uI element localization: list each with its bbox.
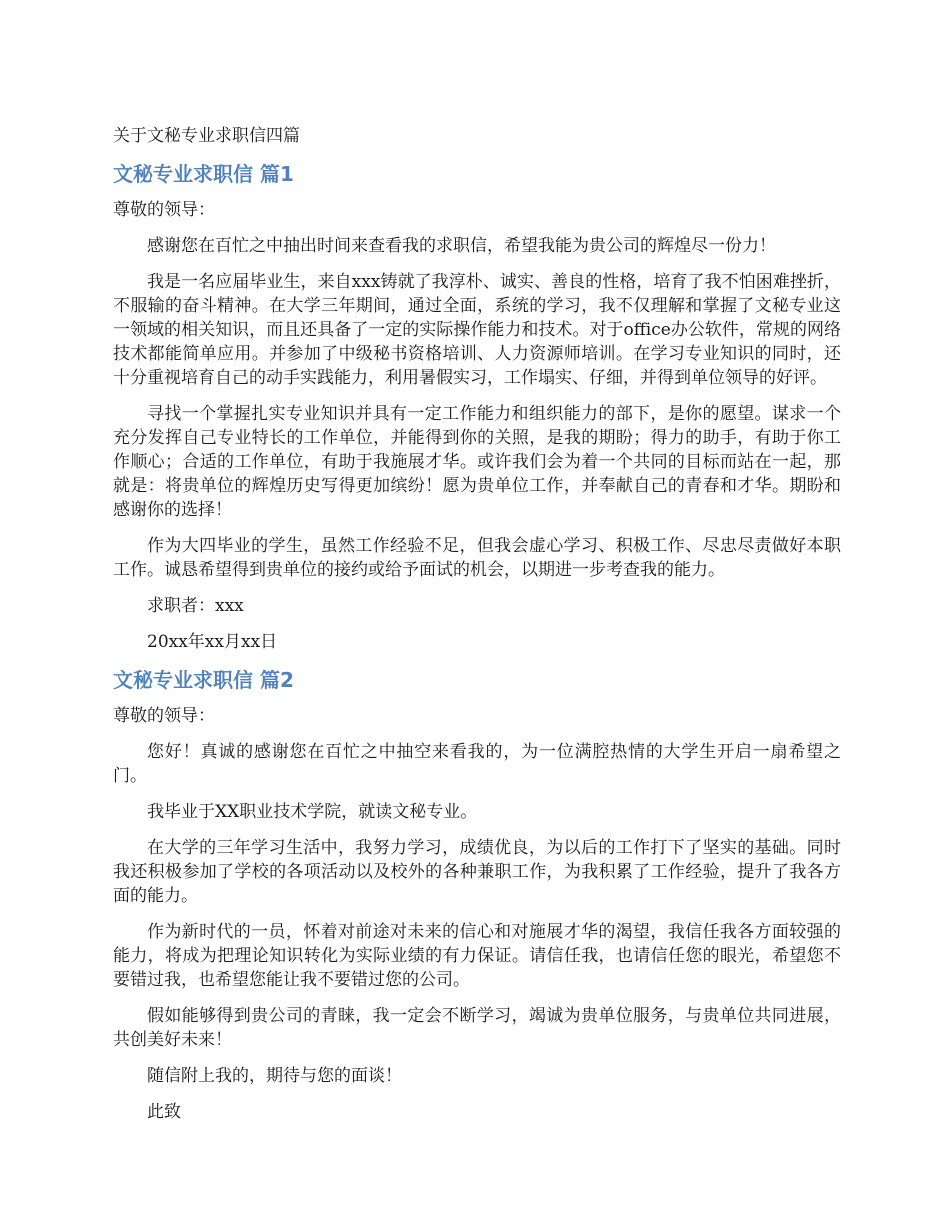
document-body (113, 124, 841, 1136)
document-title: 关于文秘专业求职信四篇 (113, 126, 300, 146)
paragraph: 寻找一个掌握扎实专业知识并具有一定工作能力和组织能力的部下，是你的愿望。谋求一个充分发挥自己专业特长的工作单位，并能得到你的关照，是我的期盼；得力的助手，有助于你工作顺心；合适的工作单位，有助于我施展才华。或许我们会为着一个共同的目标而站在一起，那就是：将贵单位的辉煌历史写得更加缤纷！愿为贵单位工作，并奉献自己的青春和才华。期盼和感谢你的选择！ (113, 404, 841, 520)
paragraph: 假如能够得到贵公司的青睐，我一定会不断学习，竭诚为贵单位服务，与贵单位共同进展，共创美好未来！ (113, 1006, 841, 1050)
signature: 求职者：xxx (147, 596, 244, 616)
closing: 此致 (147, 1102, 181, 1122)
salutation: 尊敬的领导： (113, 200, 215, 220)
paragraph: 您好！真诚的感谢您在百忙之中抽空来看我的，为一位满腔热情的大学生开启一扇希望之门。 (113, 742, 841, 786)
salutation: 尊敬的领导： (113, 706, 215, 726)
section-heading: 文秘专业求职信 篇1 (113, 162, 294, 186)
paragraph: 随信附上我的，期待与您的面谈！ (147, 1066, 402, 1086)
paragraph: 在大学的三年学习生活中，我努力学习，成绩优良，为以后的工作打下了坚实的基础。同时我还积极参加了学校的各项活动以及校外的各种兼职工作，为我积累了工作经验，提升了我各方面的能力。 (113, 838, 841, 906)
paragraph: 感谢您在百忙之中抽出时间来查看我的求职信，希望我能为贵公司的辉煌尽一份力！ (147, 236, 776, 256)
section-heading: 文秘专业求职信 篇2 (113, 668, 294, 692)
paragraph: 我是一名应届毕业生，来自xxx铸就了我淳朴、诚实、善良的性格，培育了我不怕困难挫折，不服输的奋斗精神。在大学三年期间，通过全面，系统的学习，我不仅理解和掌握了文秘专业这一领域的相关知识，而且还具备了一定的实际操作能力和技术。对于office办公软件，常规的网络技术都能简单应用。并参加了中级秘书资格培训、人力资源师培训。在学习专业知识的同时，还十分重视培育自己的动手实践能力，利用暑假实习，工作塌实、仔细，并得到单位领导的好评。 (113, 272, 841, 388)
section-2 (113, 666, 841, 1124)
section-1 (113, 160, 841, 654)
paragraph: 作为新时代的一员，怀着对前途对未来的信心和对施展才华的渴望，我信任我各方面较强的能力，将成为把理论知识转化为实际业绩的有力保证。请信任我，也请信任您的眼光，希望您不要错过我，也希望您能让我不要错过您的公司。 (113, 922, 841, 990)
paragraph: 我毕业于XX职业技术学院，就读文秘专业。 (147, 802, 478, 822)
paragraph: 作为大四毕业的学生，虽然工作经验不足，但我会虚心学习、积极工作、尽忠尽责做好本职工作。诚恳希望得到贵单位的接约或给予面试的机会，以期进一步考查我的能力。 (113, 536, 841, 580)
date: 20xx年xx月xx日 (147, 632, 278, 652)
